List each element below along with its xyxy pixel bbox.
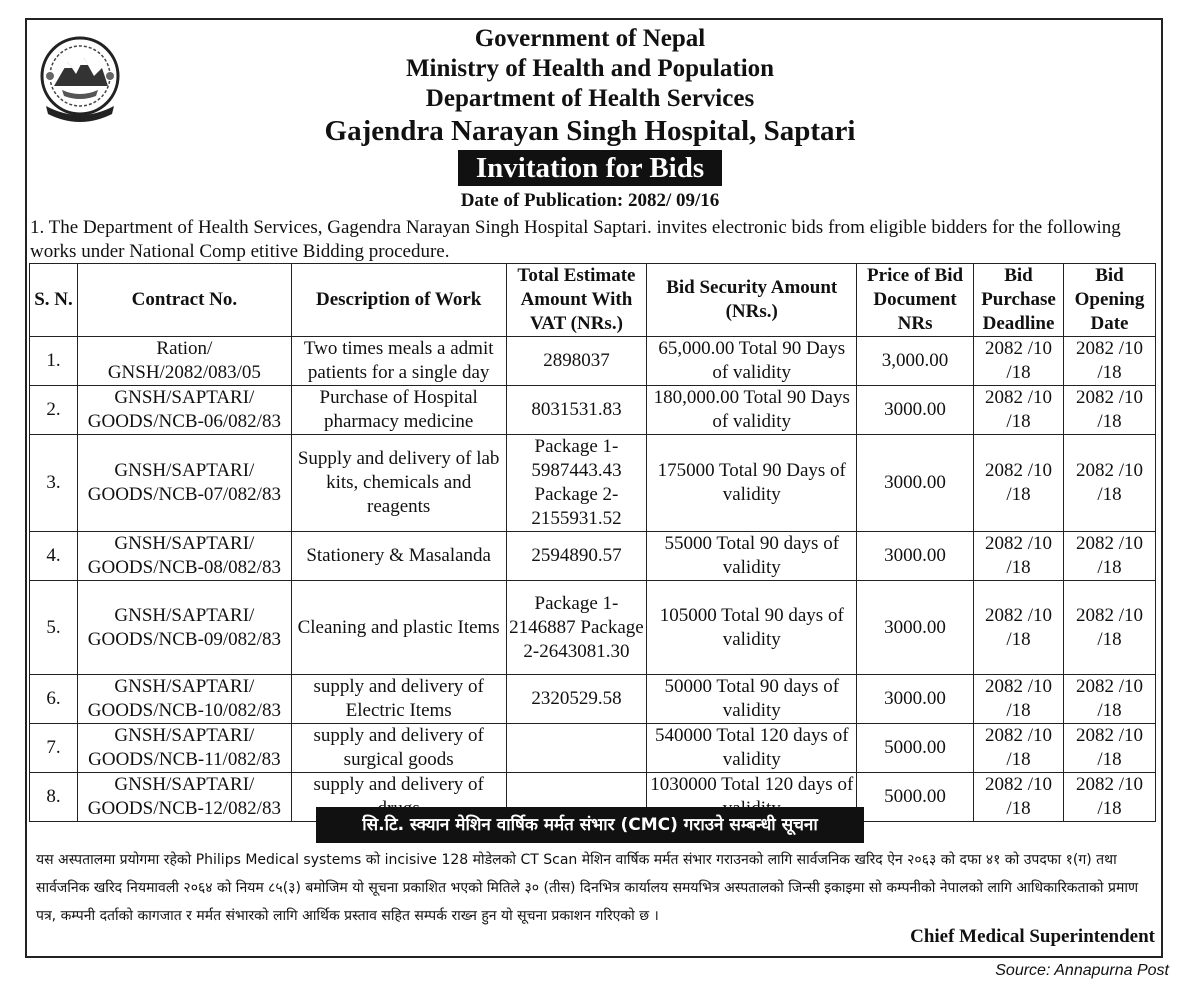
cell-deadline: 2082 /10 /18 — [974, 581, 1064, 675]
cell-opening: 2082 /10 /18 — [1063, 675, 1155, 724]
header-description: Description of Work — [291, 264, 506, 337]
table-row — [30, 532, 1156, 581]
cell-security: 175000 Total 90 Days of validity — [647, 435, 857, 532]
table-row — [30, 435, 1156, 532]
cell-price: 3000.00 — [857, 532, 974, 581]
cell-opening: 2082 /10 /18 — [1063, 773, 1155, 822]
table-row — [30, 337, 1156, 386]
cmc-notice-body: यस अस्पतालमा प्रयोगमा रहेको Philips Medical systems को incisive 128 मोडेलको CT Scan मेशिन वार्षिक मर्मत संभार गराउनको लागि सार्वजनिक खरिद ऐन २०६३ को दफा ४१ को उपदफा १(ग) तथा सार्वजनिक खरिद नियमावली २०६४ को नियम ८५(३) बमोजिम यो सूचना प्रकाशित भएको मितिले ३० (तीस) दिनभित्र कार्यालय समयभित्र अस्पतालको जिन्सी इकाइमा सो कम्पनीको नेपालको लागि आधिकारिकताको प्रमाण पत्र, कम्पनी दर्ताको कागजात र मर्मत संभारको लागि आर्थिक प्रस्ताव सहित सम्पर्क राख्न हुन यो सूचना प्रकाशन गरिएको छ । — [36, 852, 1139, 924]
signature: Chief Medical Superintendent — [910, 926, 1155, 947]
header-security: Bid Security Amount (NRs.) — [647, 264, 857, 337]
cell-description: Stationery & Masalanda — [291, 532, 506, 581]
cell-price: 3000.00 — [857, 435, 974, 532]
cell-price: 3000.00 — [857, 675, 974, 724]
table-row — [30, 386, 1156, 435]
cell-estimate: Package 1- 2146887 Package 2-2643081.30 — [506, 581, 647, 675]
ministry-title: Ministry of Health and Population — [405, 55, 775, 82]
cell-sn: 2. — [30, 386, 78, 435]
cell-description: Cleaning and plastic Items — [291, 581, 506, 675]
cell-security: 55000 Total 90 days of validity — [647, 532, 857, 581]
cmc-notice-title: सि.टि. स्क्यान मेशिन वार्षिक मर्मत संभार (CMC) गराउने सम्बन्धी सूचना — [316, 807, 864, 843]
cell-description: Two times meals a admit patients for a single day — [291, 337, 506, 386]
cell-price: 5000.00 — [857, 773, 974, 822]
cell-opening: 2082 /10 /18 — [1063, 532, 1155, 581]
cell-opening: 2082 /10 /18 — [1063, 724, 1155, 773]
cell-estimate: 2594890.57 — [506, 532, 647, 581]
cell-estimate: 2320529.58 — [506, 675, 647, 724]
cell-sn: 8. — [30, 773, 78, 822]
cell-sn: 1. — [30, 337, 78, 386]
cell-contract: GNSH/SAPTARI/ GOODS/NCB-07/082/83 — [77, 435, 291, 532]
department-title: Department of Health Services — [425, 85, 755, 112]
table-row — [30, 724, 1156, 773]
nepal-emblem-icon — [32, 32, 128, 128]
bids-table — [29, 263, 1156, 822]
cell-security: 50000 Total 90 days of validity — [647, 675, 857, 724]
cell-estimate — [506, 724, 647, 773]
cell-sn: 7. — [30, 724, 78, 773]
cell-deadline: 2082 /10 /18 — [974, 337, 1064, 386]
cell-deadline: 2082 /10 /18 — [974, 386, 1064, 435]
header-price: Price of Bid Document NRs — [857, 264, 974, 337]
header-estimate: Total Estimate Amount With VAT (NRs.) — [506, 264, 647, 337]
government-title: Government of Nepal — [474, 25, 706, 52]
cell-estimate: Package 1-5987443.43 Package 2-2155931.52 — [506, 435, 647, 532]
header-contract: Contract No. — [77, 264, 291, 337]
cell-deadline: 2082 /10 /18 — [974, 724, 1064, 773]
cell-description: supply and delivery of Electric Items — [291, 675, 506, 724]
intro-paragraph: 1. The Department of Health Services, Gagendra Narayan Singh Hospital Saptari. invites electronic bids from eligible bidders for the following works under National Comp etitive Bidding procedure. — [30, 217, 1121, 262]
cell-contract: GNSH/SAPTARI/ GOODS/NCB-12/082/83 — [77, 773, 291, 822]
cell-contract: Ration/ GNSH/2082/083/05 — [77, 337, 291, 386]
hospital-title: Gajendra Narayan Singh Hospital, Saptari — [324, 115, 856, 147]
cell-security: 540000 Total 120 days of validity — [647, 724, 857, 773]
header-deadline: Bid Purchase Deadline — [974, 264, 1064, 337]
cell-price: 3000.00 — [857, 386, 974, 435]
publication-date: Date of Publication: 2082/ 09/16 — [460, 190, 720, 211]
cell-opening: 2082 /10 /18 — [1063, 337, 1155, 386]
cell-description: supply and delivery of — [291, 773, 506, 822]
cell-description: Supply and delivery of lab kits, chemicals and reagents — [291, 435, 506, 532]
header-sn: S. N. — [30, 264, 78, 337]
cell-deadline: 2082 /10 /18 — [974, 435, 1064, 532]
table-header-row — [30, 264, 1156, 337]
header-opening: Bid Opening Date — [1063, 264, 1155, 337]
cell-sn: 6. — [30, 675, 78, 724]
cell-contract: GNSH/SAPTARI/ GOODS/NCB-10/082/83 — [77, 675, 291, 724]
notice-header — [140, 24, 1040, 214]
cell-price: 5000.00 — [857, 724, 974, 773]
notice-title: Invitation for Bids — [458, 150, 722, 186]
cell-price: 3000.00 — [857, 581, 974, 675]
cell-deadline: 2082 /10 /18 — [974, 773, 1064, 822]
cell-security: 1030000 Total 120 days of — [647, 773, 857, 822]
cell-opening: 2082 /10 /18 — [1063, 386, 1155, 435]
cell-estimate: 8031531.83 — [506, 386, 647, 435]
cell-description: supply and delivery of surgical goods — [291, 724, 506, 773]
cell-security: 65,000.00 Total 90 Days of validity — [647, 337, 857, 386]
cell-contract: GNSH/SAPTARI/ GOODS/NCB-06/082/83 — [77, 386, 291, 435]
table-row — [30, 675, 1156, 724]
cell-security: 180,000.00 Total 90 Days of validity — [647, 386, 857, 435]
cell-sn: 5. — [30, 581, 78, 675]
cell-sn: 3. — [30, 435, 78, 532]
cell-deadline: 2082 /10 /18 — [974, 532, 1064, 581]
cell-opening: 2082 /10 /18 — [1063, 581, 1155, 675]
cell-contract: GNSH/SAPTARI/ GOODS/NCB-09/082/83 — [77, 581, 291, 675]
cell-contract: GNSH/SAPTARI/ GOODS/NCB-11/082/83 — [77, 724, 291, 773]
cell-deadline: 2082 /10 /18 — [974, 675, 1064, 724]
table-row — [30, 581, 1156, 675]
source-credit: Source: Annapurna Post — [995, 962, 1169, 979]
cell-estimate: 2898037 — [506, 337, 647, 386]
cell-opening: 2082 /10 /18 — [1063, 435, 1155, 532]
cell-description: Purchase of Hospital pharmacy medicine — [291, 386, 506, 435]
cell-security: 105000 Total 90 days of validity — [647, 581, 857, 675]
cell-contract: GNSH/SAPTARI/ GOODS/NCB-08/082/83 — [77, 532, 291, 581]
cell-price: 3,000.00 — [857, 337, 974, 386]
cell-sn: 4. — [30, 532, 78, 581]
